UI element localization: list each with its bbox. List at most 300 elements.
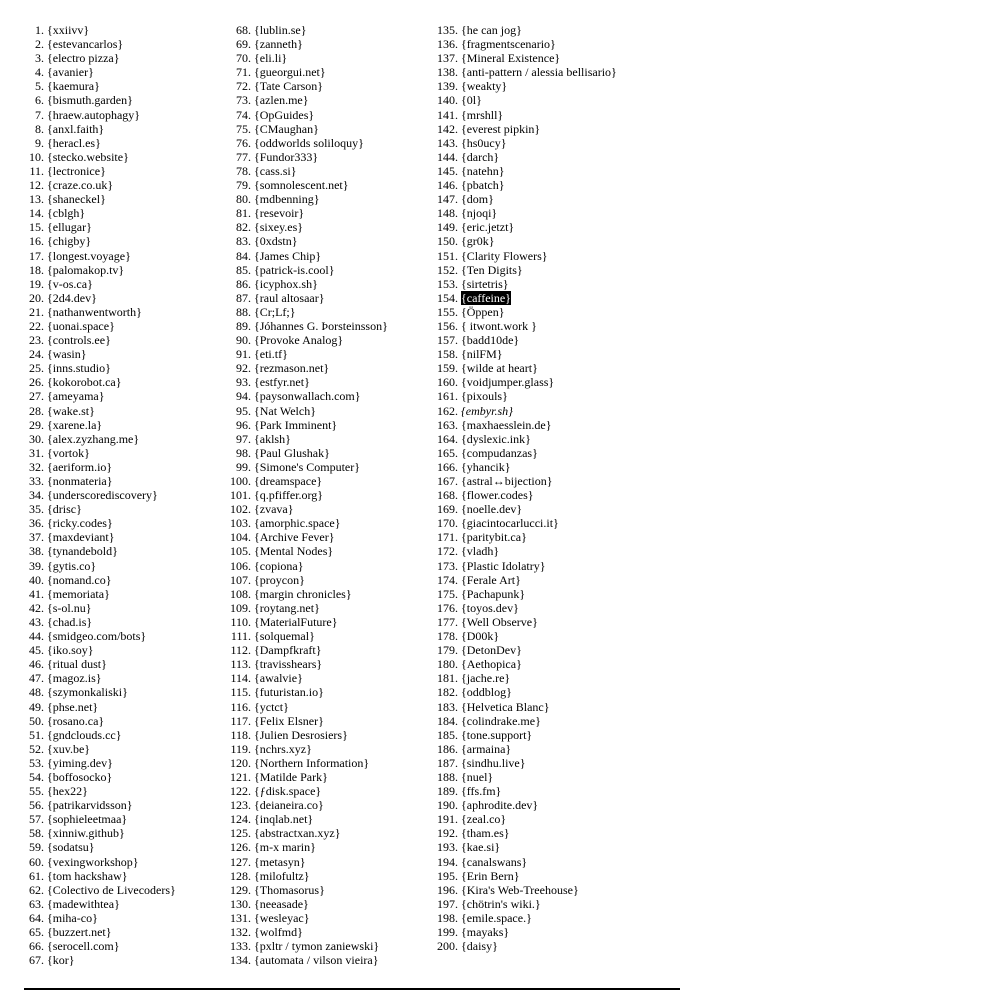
list-item-number: 112. [230,643,251,658]
site-link[interactable]: {nathanwentworth} [47,304,142,319]
site-link[interactable]: {tone.support} [461,727,533,742]
site-link[interactable]: {Colectivo de Livecoders} [47,882,176,897]
site-link[interactable]: {yiming.dev} [47,755,113,770]
site-link[interactable]: {Mineral Existence} [461,51,561,66]
site-link[interactable]: {controls.ee} [47,333,111,348]
list-item [414,136,614,150]
site-link[interactable]: {Helvetica Blanc} [461,699,550,714]
site-link[interactable]: {Well Observe} [461,614,538,629]
site-link[interactable]: {Jóhannes G. Þorsteinsson} [254,318,388,333]
list-item-number: 4. [35,65,44,80]
list-item [0,869,200,883]
list-item [414,206,614,220]
site-link[interactable]: {awalvie} [254,671,303,686]
site-link[interactable]: {ffs.fm} [461,784,502,799]
list-item-number: 89. [236,318,251,333]
list-item [414,178,614,192]
list-item-number: 22. [29,318,44,333]
list-item-number: 15. [29,220,44,235]
site-link[interactable]: {jache.re} [461,671,511,686]
list-item-number: 37. [29,530,44,545]
site-link[interactable]: {nilFM} [461,347,503,362]
site-link[interactable]: {avanier} [47,65,94,80]
site-link[interactable]: {bismuth.garden} [47,93,133,108]
site-link[interactable]: {shaneckel} [47,192,106,207]
site-link[interactable]: {armaina} [461,741,512,756]
site-link[interactable]: {Clarity Flowers} [461,248,548,263]
site-link[interactable]: {uonai.space} [47,318,115,333]
site-link[interactable]: {wolfmd} [254,925,303,939]
site-link[interactable]: {noelle.dev} [461,502,523,517]
list-item-number: 52. [29,741,44,756]
site-link[interactable]: {sophieleetmaa} [47,812,128,827]
site-link-highlighted[interactable]: {caffeine} [461,290,511,305]
site-link[interactable]: {s-ol.nu} [47,600,92,615]
site-link[interactable]: {ameyama} [47,389,105,404]
list-item-number: 117. [230,713,251,728]
site-link[interactable]: {gndclouds.cc} [47,727,122,742]
site-link[interactable]: {amorphic.space} [254,516,341,531]
site-link[interactable]: {yctct} [254,699,289,714]
list-item [207,404,407,418]
site-link[interactable]: {wake.st} [47,403,95,418]
site-link[interactable]: {Provoke Analog} [254,333,344,348]
list-item-number: 134. [230,953,251,968]
site-link[interactable]: {MaterialFuture} [254,614,338,629]
site-link[interactable]: {giacintocarlucci.it} [461,516,559,531]
site-link[interactable]: {pixouls} [461,389,508,404]
site-link[interactable]: {ricky.codes} [47,516,113,531]
site-link[interactable]: {estfyr.net} [254,375,310,390]
site-link[interactable]: {Northern Information} [254,755,370,770]
site-link[interactable]: {longest.voyage} [47,248,131,263]
site-link[interactable]: {szymonkaliski} [47,685,128,700]
list-item-number: 169. [437,502,458,517]
site-link[interactable]: {colindrake.me} [461,713,541,728]
site-link[interactable]: {oddblog} [461,685,512,700]
list-item-number: 83. [236,234,251,249]
list-item-number: 184. [437,713,458,728]
site-link[interactable]: {aeriform.io} [47,459,113,474]
site-link[interactable]: {Archive Fever} [254,530,335,545]
site-link[interactable]: {astral↔bijection} [461,474,553,488]
site-link[interactable]: {nonmateria} [47,474,113,488]
site-link[interactable]: {mayaks} [461,925,510,939]
site-link[interactable]: {paysonwallach.com} [254,389,361,404]
site-link[interactable]: { itwont.work } [461,318,537,333]
list-item-number: 66. [29,939,44,954]
site-link[interactable]: {xxiivv} [47,23,90,37]
site-link[interactable]: {drisc} [47,502,82,517]
site-link[interactable]: {kae.si} [461,840,501,855]
site-link[interactable]: {heracl.es} [47,135,101,150]
site-link[interactable]: {mrshll} [461,107,504,122]
site-link[interactable]: {0l} [461,93,482,108]
site-link[interactable]: {fragmentscenario} [461,37,556,52]
list-item-number: 148. [437,206,458,221]
site-link[interactable]: {aphrodite.dev} [461,798,539,813]
site-link[interactable]: {metasyn} [254,854,306,869]
site-link[interactable]: {vexingworkshop} [47,854,139,869]
site-link[interactable]: {eric.jetzt} [461,220,515,235]
site-link[interactable]: {sindhu.live} [461,755,526,770]
site-link[interactable]: {canalswans} [461,854,528,869]
site-link[interactable]: {kaemura} [47,79,100,94]
site-link[interactable]: {cblgh} [47,206,86,221]
list-item-number: 137. [437,51,458,66]
site-link[interactable]: {Paul Glushak} [254,445,330,460]
site-link[interactable]: {buzzert.net} [47,925,112,939]
list-item-number: 57. [29,812,44,827]
list-item-number: 85. [236,262,251,277]
site-link[interactable]: {anti-pattern / alessia bellisario} [461,65,617,80]
site-link[interactable]: {gr0k} [461,234,495,249]
site-link[interactable]: {chad.is} [47,614,93,629]
site-link[interactable]: {Nat Welch} [254,403,316,418]
site-link[interactable]: {xarene.la} [47,417,103,432]
list-item-number: 113. [230,657,251,672]
list-item-number: 128. [230,868,251,883]
site-link[interactable]: {serocell.com} [47,939,120,954]
site-link[interactable]: {proycon} [254,572,305,587]
site-link[interactable]: {Ten Digits} [461,262,523,277]
list-item-number: 98. [236,445,251,460]
site-link[interactable]: {dom} [461,192,494,207]
site-link[interactable]: {nuel} [461,769,494,784]
list-item-number: 45. [29,643,44,658]
site-link[interactable]: {m-x marin} [254,840,316,855]
list-item-number: 100. [230,474,251,488]
site-link[interactable]: {craze.co.uk} [47,178,114,193]
site-link[interactable]: {sixey.es} [254,220,304,235]
site-link[interactable]: {wasin} [47,347,87,362]
list-item [414,544,614,558]
site-link[interactable]: {njoqi} [461,206,498,221]
site-link[interactable]: {dreamspace} [254,474,323,488]
list-item [207,840,407,854]
list-item [0,700,200,714]
list-item-number: 198. [437,910,458,925]
list-item-number: 177. [437,614,458,629]
list-item-number: 191. [437,812,458,827]
list-item [0,432,200,446]
list-item-number: 64. [29,910,44,925]
site-link[interactable]: {patrick-is.cool} [254,262,335,277]
site-link[interactable]: {Matilde Park} [254,769,328,784]
site-link[interactable]: {margin chronicles} [254,586,352,601]
list-item [207,23,407,37]
site-link[interactable]: {oddworlds soliloquy} [254,135,364,150]
list-item-number: 61. [29,868,44,883]
site-link[interactable]: {0xdstn} [254,234,298,249]
site-link[interactable]: {maxhaesslein.de} [461,417,552,432]
site-link[interactable]: {everest pipkin} [461,121,541,136]
site-link[interactable]: {resevoir} [254,206,305,221]
site-link[interactable]: {ritual dust} [47,657,107,672]
site-link[interactable]: {patrikarvidsson} [47,798,133,813]
list-item [414,756,614,770]
list-item [0,657,200,671]
site-link[interactable]: {nchrs.xyz} [254,741,312,756]
site-link[interactable]: {tynandebold} [47,544,118,559]
site-link[interactable]: {anxl.faith} [47,121,105,136]
list-item [0,784,200,798]
list-item [207,234,407,248]
site-link[interactable]: {toyos.dev} [461,600,519,615]
list-item-number: 189. [437,784,458,799]
site-link[interactable]: {Simone's Computer} [254,459,361,474]
site-link[interactable]: {iko.soy} [47,643,94,658]
site-link[interactable]: {gueorgui.net} [254,65,326,80]
site-link[interactable]: {2d4.dev} [47,290,97,305]
list-item-number: 44. [29,629,44,644]
site-link[interactable]: {copiona} [254,558,304,573]
list-item [414,587,614,601]
site-link[interactable]: {darch} [461,149,500,164]
site-link[interactable]: {estevancarlos} [47,37,124,52]
list-item [207,65,407,79]
site-link[interactable]: {inqlab.net} [254,812,314,827]
list-item-number: 91. [236,347,251,362]
list-item [207,869,407,883]
list-item-number: 30. [29,431,44,446]
list-item-number: 68. [236,23,251,37]
site-link[interactable]: {memoriata} [47,586,110,601]
site-link[interactable]: {abstractxan.xyz} [254,826,341,841]
list-item [0,375,200,389]
site-link[interactable]: {Aethopica} [461,657,522,672]
site-link[interactable]: {Ferale Art} [461,572,521,587]
list-item [0,615,200,629]
site-link[interactable]: {Felix Elsner} [254,713,324,728]
site-link[interactable]: {vladh} [461,544,500,559]
list-item [414,150,614,164]
site-link[interactable]: {neeasade} [254,896,309,911]
site-link[interactable]: {inns.studio} [47,361,111,376]
site-link[interactable]: {v-os.ca} [47,276,93,291]
list-item [207,544,407,558]
list-item [414,925,614,939]
list-item [207,883,407,897]
site-link[interactable]: {Kira's Web-Treehouse} [461,882,579,897]
site-link[interactable]: {milofultz} [254,868,310,883]
list-item-number: 88. [236,304,251,319]
list-item [414,798,614,812]
list-item [414,333,614,347]
site-link[interactable]: {madewithtea} [47,896,120,911]
site-link[interactable]: {rosano.ca} [47,713,105,728]
list-item-number: 163. [437,417,458,432]
site-link[interactable]: {xuv.be} [47,741,91,756]
site-link[interactable]: {smidgeo.com/bots} [47,629,147,644]
site-link[interactable]: {compudanzas} [461,445,538,460]
site-link[interactable]: {somnolescent.net} [254,178,349,193]
list-item-number: 116. [230,699,251,714]
site-link[interactable]: {lectronice} [47,163,106,178]
site-link[interactable]: {automata / vilson vieira} [254,953,379,968]
site-link[interactable]: {phse.net} [47,699,99,714]
site-link[interactable]: {emile.space.} [461,910,532,925]
site-link[interactable]: {miha-co} [47,910,98,925]
site-link[interactable]: {Tate Carson} [254,79,323,94]
site-link[interactable]: {pxltr / tymon zaniewski} [254,939,380,954]
list-item [207,573,407,587]
list-item [414,812,614,826]
site-link[interactable]: {daisy} [461,939,498,954]
list-item [0,756,200,770]
site-link[interactable]: {xinniw.github} [47,826,125,841]
site-link[interactable]: {Cr;Lf;} [254,304,296,319]
list-item-number: 78. [236,163,251,178]
site-link[interactable]: {q.pfiffer.org} [254,488,324,503]
site-link[interactable]: {ƒdisk.space} [254,784,322,799]
site-link[interactable]: {alex.zyzhang.me} [47,431,140,446]
site-link[interactable]: {zanneth} [254,37,303,52]
list-item-number: 176. [437,600,458,615]
list-item-number: 149. [437,220,458,235]
site-link[interactable]: {boffosocko} [47,769,113,784]
list-item [414,671,614,685]
list-item [414,375,614,389]
list-item-number: 95. [236,403,251,418]
site-link[interactable]: {ellugar} [47,220,92,235]
site-link[interactable]: {vortok} [47,445,90,460]
site-link[interactable]: {pbatch} [461,178,505,193]
site-link[interactable]: {Julien Desrosiers} [254,727,348,742]
site-link[interactable]: {tham.es} [461,826,510,841]
list-item [0,488,200,502]
list-item [0,164,200,178]
site-link[interactable]: {deianeira.co} [254,798,324,813]
list-item [207,333,407,347]
site-link[interactable]: {roytang.net} [254,600,320,615]
list-item [207,150,407,164]
site-link[interactable]: {futuristan.io} [254,685,324,700]
site-link[interactable]: {he can jog} [461,23,522,37]
site-link[interactable]: {weakty} [461,79,508,94]
site-link[interactable]: {underscorediscovery} [47,488,158,503]
list-item-number: 121. [230,769,251,784]
site-link[interactable]: {solquemal} [254,629,315,644]
site-link[interactable]: {icyphox.sh} [254,276,318,291]
list-item-number: 170. [437,516,458,531]
site-link[interactable]: {raul altosaar} [254,290,325,305]
list-item-number: 126. [230,840,251,855]
list-item-number: 42. [29,600,44,615]
site-link[interactable]: {palomakop.tv} [47,262,125,277]
site-link[interactable]: {nomand.co} [47,572,112,587]
list-column-2 [207,23,407,967]
site-link[interactable]: {hraew.autophagy} [47,107,141,122]
list-item [207,206,407,220]
site-link[interactable]: {zeal.co} [461,812,507,827]
site-link[interactable]: {hex22} [47,784,88,799]
site-link[interactable]: {embyr.sh} [461,403,513,418]
site-link[interactable]: {Fundor333} [254,149,319,164]
list-item-number: 107. [230,572,251,587]
list-item-number: 1. [35,23,44,37]
site-link[interactable]: {Öppen} [461,304,505,319]
site-link[interactable]: {eti.tf} [254,347,288,362]
site-link[interactable]: {wesleyac} [254,910,310,925]
site-link[interactable]: {natehn} [461,163,505,178]
site-link[interactable]: {azlen.me} [254,93,309,108]
site-link[interactable]: {kokorobot.ca} [47,375,122,390]
list-item-number: 190. [437,798,458,813]
site-link[interactable]: {Dampfkraft} [254,643,322,658]
site-link[interactable]: {kor} [47,953,75,968]
site-link[interactable]: {hs0ucy} [461,135,507,150]
site-link[interactable]: {Thomasorus} [254,882,325,897]
site-link[interactable]: {DetonDev} [461,643,522,658]
site-link[interactable]: {Plastic Idolatry} [461,558,546,573]
list-item [207,770,407,784]
site-link[interactable]: {sodatsu} [47,840,95,855]
site-link[interactable]: {lublin.se} [254,23,307,37]
site-link[interactable]: {badd10de} [461,333,520,348]
list-item-number: 23. [29,333,44,348]
site-link[interactable]: {Erin Bern} [461,868,520,883]
site-link[interactable]: {magoz.is} [47,671,102,686]
site-link[interactable]: {travisshears} [254,657,323,672]
site-link[interactable]: {sirtetris} [461,276,509,291]
site-link[interactable]: {dyslexic.ink} [461,431,531,446]
site-link[interactable]: {eli.li} [254,51,288,66]
list-item-number: 92. [236,361,251,376]
site-link[interactable]: {paritybit.ca} [461,530,527,545]
site-link[interactable]: {electro pizza} [47,51,120,66]
list-item-number: 86. [236,276,251,291]
site-link[interactable]: {Pachapunk} [461,586,526,601]
list-item-number: 12. [29,178,44,193]
list-item-number: 130. [230,896,251,911]
site-link[interactable]: {Mental Nodes} [254,544,334,559]
site-link[interactable]: {stecko.website} [47,149,129,164]
list-item [207,615,407,629]
site-link[interactable]: {CMaughan} [254,121,319,136]
list-item [0,347,200,361]
list-item-number: 60. [29,854,44,869]
site-link[interactable]: {flower.codes} [461,488,534,503]
site-link[interactable]: {OpGuides} [254,107,315,122]
site-link[interactable]: {zvava} [254,502,294,517]
list-item-number: 76. [236,135,251,150]
list-item [414,615,614,629]
list-item-number: 175. [437,586,458,601]
site-link[interactable]: {wilde at heart} [461,361,538,376]
list-item-number: 97. [236,431,251,446]
site-link[interactable]: {D00k} [461,629,500,644]
list-item [414,855,614,869]
site-link[interactable]: {cass.si} [254,163,297,178]
list-item-number: 59. [29,840,44,855]
site-link[interactable]: {voidjumper.glass} [461,375,555,390]
site-link[interactable]: {rezmason.net} [254,361,330,376]
list-item [207,530,407,544]
site-link[interactable]: {gytis.co} [47,558,97,573]
site-link[interactable]: {yhancik} [461,459,511,474]
site-link[interactable]: {aklsh} [254,431,291,446]
list-item-number: 111. [230,629,251,644]
site-link[interactable]: {Park Imminent} [254,417,338,432]
site-link[interactable]: {tom hackshaw} [47,868,128,883]
site-link[interactable]: {James Chip} [254,248,322,263]
site-link[interactable]: {maxdeviant} [47,530,115,545]
list-item-number: 5. [35,79,44,94]
site-link[interactable]: {mdbenning} [254,192,320,207]
site-link[interactable]: {chötrin's wiki.} [461,896,541,911]
site-link[interactable]: {chigby} [47,234,92,249]
